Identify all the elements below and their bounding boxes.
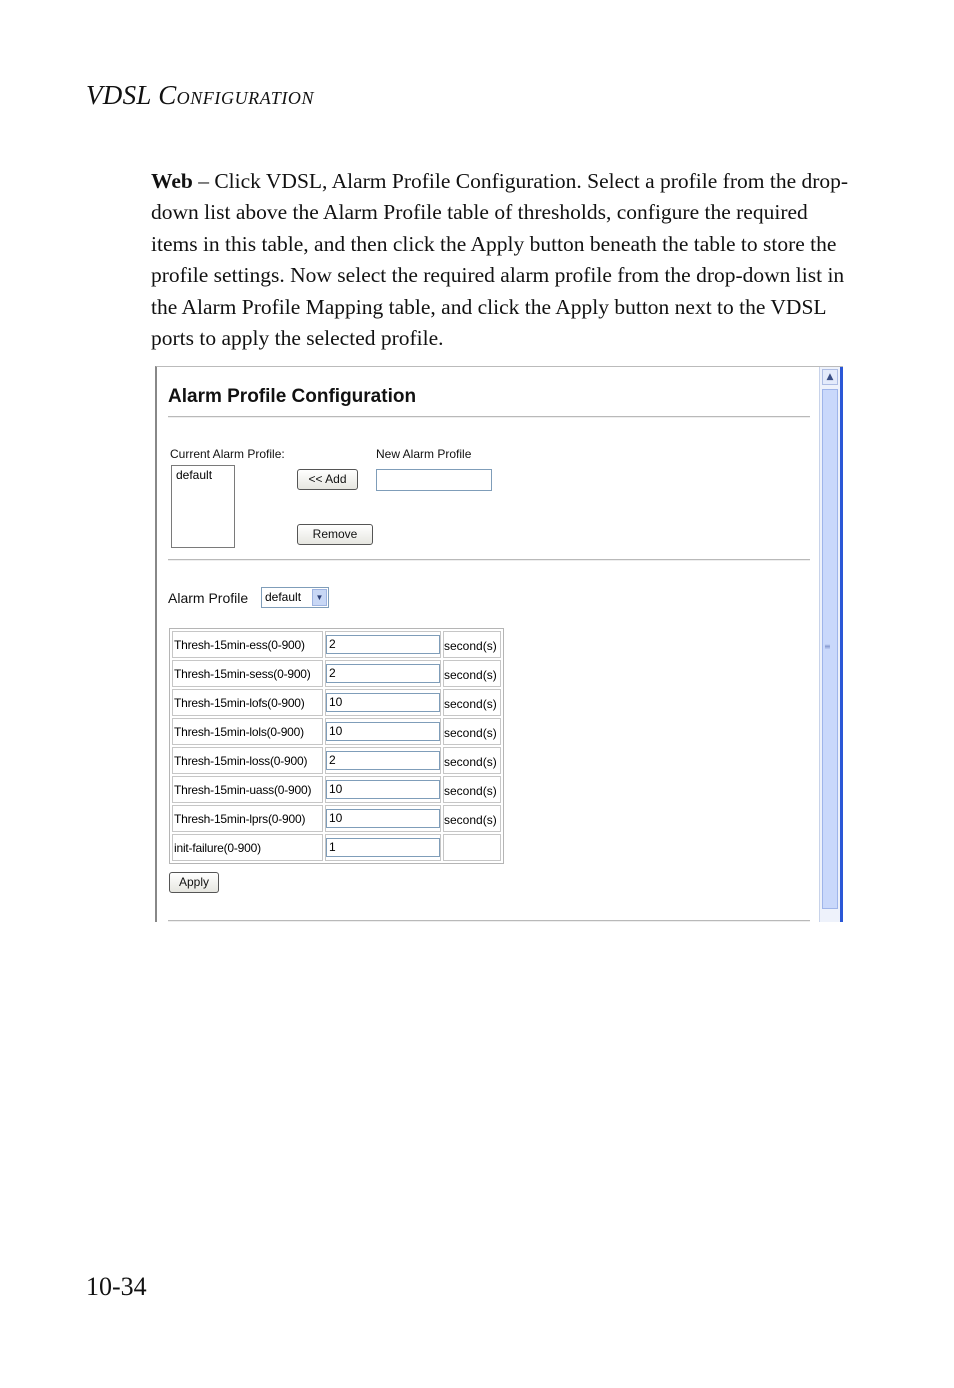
threshold-value-input[interactable]: 10 (326, 809, 440, 828)
table-row (172, 660, 501, 687)
ui-page-title: Alarm Profile Configuration (168, 386, 417, 407)
divider (168, 920, 810, 922)
divider (168, 559, 810, 561)
divider (168, 416, 810, 418)
vertical-scrollbar[interactable] (819, 367, 843, 922)
table-row (172, 718, 501, 745)
threshold-value-input[interactable]: 10 (326, 693, 440, 712)
intro-bold-lead: Web (151, 169, 193, 193)
current-profile-listbox[interactable] (171, 465, 235, 548)
add-profile-button[interactable]: << Add (297, 469, 358, 490)
threshold-value-input[interactable]: 2 (326, 664, 440, 683)
new-profile-input[interactable] (376, 469, 492, 491)
alarm-profile-selected-value: default (265, 590, 302, 604)
threshold-unit: second(s) (443, 747, 501, 774)
threshold-unit: second(s) (443, 805, 501, 832)
page-number: 10-34 (86, 1272, 147, 1301)
table-row (172, 834, 501, 861)
header-title-first: VDSL C (86, 80, 177, 110)
scroll-grip-icon: ≡ (824, 642, 831, 651)
threshold-name: Thresh-15min-loss(0-900) (172, 747, 323, 774)
alarm-profile-label: Alarm Profile (168, 590, 249, 606)
header-title-rest: ONFIGURATION (176, 88, 315, 108)
running-header (86, 80, 314, 111)
thresholds-table (169, 628, 504, 864)
scroll-up-arrow-icon[interactable]: ▲ (822, 369, 838, 385)
threshold-value-input[interactable]: 1 (326, 838, 440, 857)
threshold-unit: second(s) (443, 660, 501, 687)
chevron-down-icon[interactable]: ▼ (312, 589, 327, 606)
threshold-name: Thresh-15min-sess(0-900) (172, 660, 323, 687)
alarm-profile-select[interactable] (261, 587, 329, 608)
threshold-name: init-failure(0-900) (172, 834, 323, 861)
threshold-unit: second(s) (443, 718, 501, 745)
threshold-unit (443, 834, 501, 861)
current-profile-label: Current Alarm Profile: (170, 447, 285, 461)
table-row (172, 631, 501, 658)
alarm-profile-screenshot (155, 366, 843, 922)
threshold-value-input[interactable]: 10 (326, 780, 440, 799)
threshold-name: Thresh-15min-ess(0-900) (172, 631, 323, 658)
threshold-value-input[interactable]: 2 (326, 635, 440, 654)
threshold-unit: second(s) (443, 631, 501, 658)
threshold-name: Thresh-15min-lprs(0-900) (172, 805, 323, 832)
table-row (172, 689, 501, 716)
threshold-value-input[interactable]: 10 (326, 722, 440, 741)
table-row (172, 747, 501, 774)
threshold-name: Thresh-15min-lols(0-900) (172, 718, 323, 745)
apply-button[interactable]: Apply (169, 872, 219, 893)
new-profile-label: New Alarm Profile (376, 447, 472, 461)
threshold-value-input[interactable]: 2 (326, 751, 440, 770)
table-row (172, 776, 501, 803)
intro-paragraph (151, 166, 851, 354)
threshold-unit: second(s) (443, 776, 501, 803)
threshold-name: Thresh-15min-lofs(0-900) (172, 689, 323, 716)
threshold-name: Thresh-15min-uass(0-900) (172, 776, 323, 803)
threshold-unit: second(s) (443, 689, 501, 716)
profile-list-item[interactable]: default (176, 468, 213, 482)
intro-text: – Click VDSL, Alarm Profile Configuration. Select a profile from the drop-down list above the Alarm Profile table of thresholds, configure the required items in this table, and then click the Apply button beneath the table to store the profile settings. Now select the required alarm profile from the drop-down list in the Alarm Profile Mapping table, and click the Apply button next to the VDSL ports to apply the selected profile. (151, 169, 849, 351)
table-row (172, 805, 501, 832)
remove-profile-button[interactable]: Remove (297, 524, 373, 545)
window-edge (840, 367, 843, 922)
